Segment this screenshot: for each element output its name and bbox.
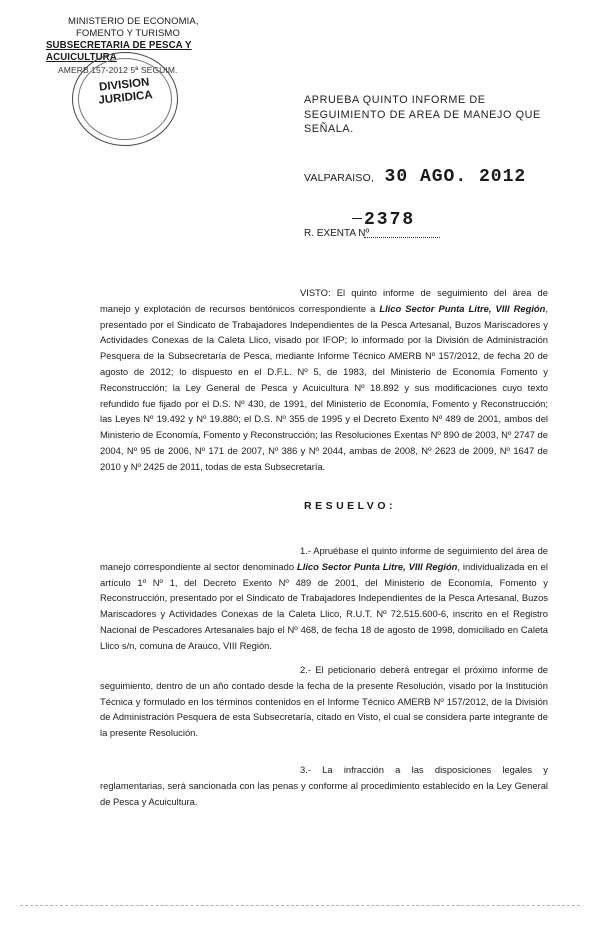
exenta-label: R. EXENTA Nº [304, 228, 370, 239]
stamp-line-division: DIVISION [98, 76, 150, 94]
division-juridica-stamp [72, 52, 178, 146]
page-footer-rule [20, 905, 580, 906]
date-place: VALPARAISO, [304, 172, 375, 184]
article-3-text: 3.- La infracción a las disposiciones legales y reglamentarias, será sancionada con las penas y conforme al procedimiento establecido en la Ley General de Pesca y Acuicultura. [100, 764, 548, 807]
visto-text-a: VISTO: El quinto informe de seguimiento del área de manejo y explotación de recursos bentónicos correspondiente a [100, 287, 548, 314]
article-2-text: 2.- El peticionario deberá entregar el próximo informe de seguimiento, dentro de un año contado desde la fecha de la presente Resolución, visado por la Institución Técnica y formulado en los términos contenidos en el Informe Técnico AMERB Nº 157/2012, de la División de Administración Pesquera de esta Subsecretaría, citado en Visto, el cual se considera parte integrante de la presente Resolución. [100, 664, 548, 739]
resolution-subject: APRUEBA QUINTO INFORME DE SEGUIMIENTO DE AREA DE MANEJO QUE SEÑALA. [304, 94, 541, 135]
date-value: 30 AGO. 2012 [384, 167, 527, 187]
resolution-article-2 [100, 662, 548, 741]
ministry-subtitle: FOMENTO Y TURISMO [76, 28, 180, 39]
resolution-article-1 [100, 543, 548, 654]
exenta-dash [352, 218, 362, 219]
visto-area-name: Llico Sector Punta Litre, VIII Región [379, 302, 546, 314]
article-1-text-a: 1.- Apruébase el quinto informe de seguimiento del área de manejo correspondiente al sector denominado [100, 545, 548, 572]
resuelvo-heading: RESUELVO: [304, 500, 396, 512]
date-line [304, 167, 526, 187]
visto-text-b: , presentado por el Sindicato de Trabajadores Independientes de la Pesca Artesanal, Buzos Mariscadores y Actividades Conexas de la Caleta Llico, visado por IFOP; lo informado por la División de Administración Pesquera de la Subsecretaría de Pesca, mediante Informe Técnico AMERB Nº 157/2012, de fecha 20 de agosto de 2012; lo dispuesto en el D.F.L. Nº 5, de 1983, del Ministerio de Economía Fomento y Reconstrucción; la Ley General de Pesca y Acuicultura Nº 18.892 y sus modificaciones cuyo texto refundido fue fijado por el D.S. Nº 430, de 1991, del Ministerio de Economía, Fomento y Reconstrucción; las Leyes Nº 19.492 y Nº 19.880; el D.S. Nº 355 de 1995 y el Decreto Exento Nº 489 de 2001, ambos del Ministerio de Economía, Fomento y Reconstrucción; las Resoluciones Exentas Nº 890 de 2003, Nº 2747 de 2004, Nº 95 de 2006, Nº 171 de 2007, Nº 386 y Nº 2044, ambas de 2008, Nº 2623 de 2009, Nº 1647 de 2010 y Nº 2425 de 2011, todas de esta Subsecretaría. [100, 302, 548, 472]
article-1-area-name: Llico Sector Punta Litre, VIII Región [296, 560, 458, 572]
article-1-text-b: , individualizada en el artículo 1º Nº 1, del Decreto Exento Nº 489 de 2001, del Ministerio de Economía, Fomento y Reconstrucción, presentado por el Sindicato de Trabajadores Independientes de la Pesca Artesanal, Buzos Mariscadores y Actividades Conexas de la Caleta Llico, R.U.T. Nº 72.515.600-6, inscrito en el Registro Nacional de Pescadores Artesanales bajo el Nº 468, de fecha 18 de agosto de 1998, domiciliado en Caleta Llico s/n, comuna de Arauco, VIII Región. [100, 560, 548, 651]
ministry-name: MINISTERIO DE ECONOMIA, [68, 16, 199, 27]
exenta-dotted-line [364, 237, 440, 238]
resolution-article-3 [100, 762, 548, 809]
exenta-number: 2378 [364, 210, 416, 230]
visto-paragraph [100, 285, 548, 475]
subsecretaria-name: SUBSECRETARIA DE PESCA Y ACUICULTURA [46, 40, 192, 63]
exenta-number-line [304, 210, 564, 244]
stamp-line-juridica: JURIDICA [97, 89, 154, 107]
file-reference: AMERB 157-2012 5ª SEGUIM. [58, 65, 178, 75]
